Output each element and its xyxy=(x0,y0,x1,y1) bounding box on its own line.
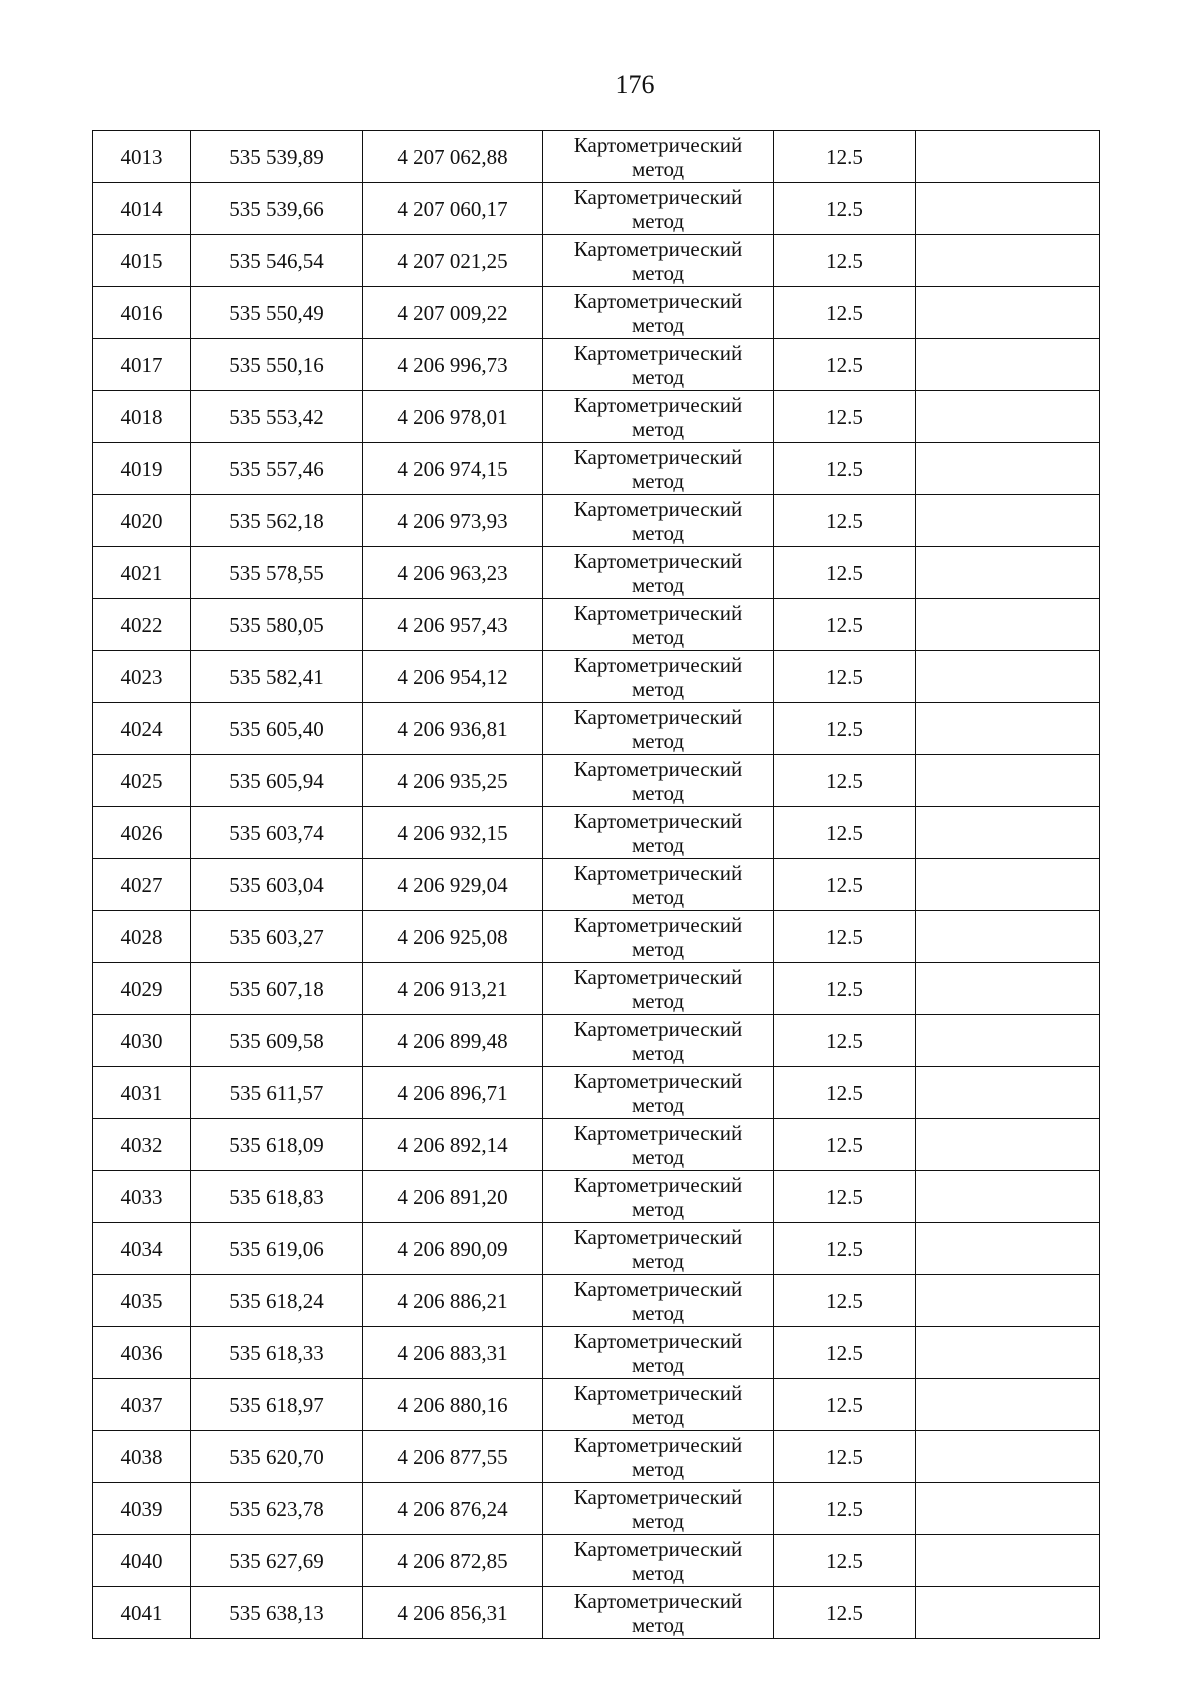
accuracy-cell: 12.5 xyxy=(774,1067,916,1119)
note-cell xyxy=(916,963,1100,1015)
x-coordinate-cell: 535 539,66 xyxy=(191,183,363,235)
method-line-1: Картометрический xyxy=(573,444,743,469)
x-coordinate-cell: 535 603,04 xyxy=(191,859,363,911)
y-coordinate-cell: 4 206 974,15 xyxy=(363,443,543,495)
note-cell xyxy=(916,1327,1100,1379)
method-line-1: Картометрический xyxy=(573,1120,743,1145)
x-coordinate-cell: 535 619,06 xyxy=(191,1223,363,1275)
method-cell xyxy=(543,287,774,339)
method-line-2: метод xyxy=(631,312,685,337)
method-line-1: Картометрический xyxy=(573,132,743,157)
method-line-2: метод xyxy=(631,208,685,233)
table-row xyxy=(93,755,1100,807)
point-number-cell: 4031 xyxy=(93,1067,191,1119)
note-cell xyxy=(916,1015,1100,1067)
method-cell xyxy=(543,1275,774,1327)
table-row xyxy=(93,1015,1100,1067)
method-cell xyxy=(543,1483,774,1535)
method-line-2: метод xyxy=(631,1300,685,1325)
method-line-2: метод xyxy=(631,1144,685,1169)
accuracy-cell: 12.5 xyxy=(774,963,916,1015)
x-coordinate-cell: 535 557,46 xyxy=(191,443,363,495)
method-line-2: метод xyxy=(631,156,685,181)
x-coordinate-cell: 535 578,55 xyxy=(191,547,363,599)
note-cell xyxy=(916,183,1100,235)
point-number-cell: 4022 xyxy=(93,599,191,651)
accuracy-cell: 12.5 xyxy=(774,1223,916,1275)
y-coordinate-cell: 4 206 973,93 xyxy=(363,495,543,547)
method-cell xyxy=(543,1327,774,1379)
method-cell xyxy=(543,1171,774,1223)
method-cell xyxy=(543,183,774,235)
accuracy-cell: 12.5 xyxy=(774,599,916,651)
method-line-1: Картометрический xyxy=(573,756,743,781)
y-coordinate-cell: 4 206 936,81 xyxy=(363,703,543,755)
y-coordinate-cell: 4 206 957,43 xyxy=(363,599,543,651)
point-number-cell: 4017 xyxy=(93,339,191,391)
x-coordinate-cell: 535 539,89 xyxy=(191,131,363,183)
method-line-1: Картометрический xyxy=(573,1380,743,1405)
y-coordinate-cell: 4 206 978,01 xyxy=(363,391,543,443)
method-cell xyxy=(543,1587,774,1639)
point-number-cell: 4026 xyxy=(93,807,191,859)
table-row xyxy=(93,339,1100,391)
method-cell xyxy=(543,963,774,1015)
method-line-2: метод xyxy=(631,1404,685,1429)
y-coordinate-cell: 4 206 996,73 xyxy=(363,339,543,391)
accuracy-cell: 12.5 xyxy=(774,1587,916,1639)
table-row xyxy=(93,807,1100,859)
method-line-2: метод xyxy=(631,260,685,285)
y-coordinate-cell: 4 206 929,04 xyxy=(363,859,543,911)
method-line-1: Картометрический xyxy=(573,1068,743,1093)
x-coordinate-cell: 535 618,33 xyxy=(191,1327,363,1379)
method-line-2: метод xyxy=(631,1352,685,1377)
point-number-cell: 4032 xyxy=(93,1119,191,1171)
y-coordinate-cell: 4 206 925,08 xyxy=(363,911,543,963)
table-row xyxy=(93,1067,1100,1119)
accuracy-cell: 12.5 xyxy=(774,1483,916,1535)
accuracy-cell: 12.5 xyxy=(774,1275,916,1327)
point-number-cell: 4038 xyxy=(93,1431,191,1483)
method-line-1: Картометрический xyxy=(573,288,743,313)
note-cell xyxy=(916,859,1100,911)
accuracy-cell: 12.5 xyxy=(774,443,916,495)
method-line-2: метод xyxy=(631,468,685,493)
y-coordinate-cell: 4 206 935,25 xyxy=(363,755,543,807)
method-cell xyxy=(543,339,774,391)
table-row xyxy=(93,911,1100,963)
y-coordinate-cell: 4 206 899,48 xyxy=(363,1015,543,1067)
accuracy-cell: 12.5 xyxy=(774,235,916,287)
method-cell xyxy=(543,859,774,911)
accuracy-cell: 12.5 xyxy=(774,1119,916,1171)
method-cell xyxy=(543,131,774,183)
point-number-cell: 4040 xyxy=(93,1535,191,1587)
point-number-cell: 4024 xyxy=(93,703,191,755)
method-line-1: Картометрический xyxy=(573,1328,743,1353)
method-line-2: метод xyxy=(631,884,685,909)
accuracy-cell: 12.5 xyxy=(774,183,916,235)
accuracy-cell: 12.5 xyxy=(774,339,916,391)
method-cell xyxy=(543,1067,774,1119)
note-cell xyxy=(916,443,1100,495)
method-cell xyxy=(543,547,774,599)
x-coordinate-cell: 535 605,40 xyxy=(191,703,363,755)
point-number-cell: 4016 xyxy=(93,287,191,339)
table-row xyxy=(93,963,1100,1015)
point-number-cell: 4037 xyxy=(93,1379,191,1431)
method-line-1: Картометрический xyxy=(573,860,743,885)
y-coordinate-cell: 4 206 877,55 xyxy=(363,1431,543,1483)
method-line-1: Картометрический xyxy=(573,1224,743,1249)
x-coordinate-cell: 535 611,57 xyxy=(191,1067,363,1119)
accuracy-cell: 12.5 xyxy=(774,703,916,755)
x-coordinate-cell: 535 605,94 xyxy=(191,755,363,807)
point-number-cell: 4025 xyxy=(93,755,191,807)
method-line-1: Картометрический xyxy=(573,808,743,833)
method-line-2: метод xyxy=(631,1508,685,1533)
y-coordinate-cell: 4 207 021,25 xyxy=(363,235,543,287)
method-line-2: метод xyxy=(631,676,685,701)
point-number-cell: 4021 xyxy=(93,547,191,599)
note-cell xyxy=(916,599,1100,651)
table-row xyxy=(93,235,1100,287)
table-row xyxy=(93,1587,1100,1639)
page-number: 176 xyxy=(615,70,655,99)
method-line-2: метод xyxy=(631,624,685,649)
method-cell xyxy=(543,703,774,755)
note-cell xyxy=(916,391,1100,443)
x-coordinate-cell: 535 618,83 xyxy=(191,1171,363,1223)
method-cell xyxy=(543,1015,774,1067)
note-cell xyxy=(916,339,1100,391)
method-cell xyxy=(543,807,774,859)
accuracy-cell: 12.5 xyxy=(774,807,916,859)
method-line-1: Картометрический xyxy=(573,1588,743,1613)
method-line-2: метод xyxy=(631,572,685,597)
x-coordinate-cell: 535 582,41 xyxy=(191,651,363,703)
table-row xyxy=(93,1379,1100,1431)
method-line-2: метод xyxy=(631,520,685,545)
accuracy-cell: 12.5 xyxy=(774,911,916,963)
point-number-cell: 4027 xyxy=(93,859,191,911)
method-line-1: Картометрический xyxy=(573,1432,743,1457)
accuracy-cell: 12.5 xyxy=(774,1015,916,1067)
y-coordinate-cell: 4 206 932,15 xyxy=(363,807,543,859)
method-line-2: метод xyxy=(631,936,685,961)
method-line-1: Картометрический xyxy=(573,652,743,677)
note-cell xyxy=(916,1223,1100,1275)
y-coordinate-cell: 4 207 062,88 xyxy=(363,131,543,183)
note-cell xyxy=(916,1067,1100,1119)
method-line-1: Картометрический xyxy=(573,912,743,937)
accuracy-cell: 12.5 xyxy=(774,1379,916,1431)
accuracy-cell: 12.5 xyxy=(774,651,916,703)
method-cell xyxy=(543,911,774,963)
point-number-cell: 4030 xyxy=(93,1015,191,1067)
coordinates-table-body xyxy=(93,131,1100,1639)
method-line-1: Картометрический xyxy=(573,1484,743,1509)
x-coordinate-cell: 535 580,05 xyxy=(191,599,363,651)
point-number-cell: 4015 xyxy=(93,235,191,287)
method-line-2: метод xyxy=(631,832,685,857)
note-cell xyxy=(916,1431,1100,1483)
method-cell xyxy=(543,755,774,807)
method-line-1: Картометрический xyxy=(573,600,743,625)
x-coordinate-cell: 535 618,24 xyxy=(191,1275,363,1327)
note-cell xyxy=(916,1119,1100,1171)
method-line-2: метод xyxy=(631,988,685,1013)
point-number-cell: 4035 xyxy=(93,1275,191,1327)
accuracy-cell: 12.5 xyxy=(774,1327,916,1379)
x-coordinate-cell: 535 627,69 xyxy=(191,1535,363,1587)
accuracy-cell: 12.5 xyxy=(774,391,916,443)
method-cell xyxy=(543,235,774,287)
y-coordinate-cell: 4 206 954,12 xyxy=(363,651,543,703)
method-line-1: Картометрический xyxy=(573,496,743,521)
point-number-cell: 4014 xyxy=(93,183,191,235)
method-cell xyxy=(543,391,774,443)
accuracy-cell: 12.5 xyxy=(774,495,916,547)
y-coordinate-cell: 4 206 890,09 xyxy=(363,1223,543,1275)
method-cell xyxy=(543,1535,774,1587)
note-cell xyxy=(916,235,1100,287)
table-row xyxy=(93,1275,1100,1327)
table-row xyxy=(93,651,1100,703)
method-line-2: метод xyxy=(631,728,685,753)
table-row xyxy=(93,599,1100,651)
method-line-2: метод xyxy=(631,1248,685,1273)
x-coordinate-cell: 535 638,13 xyxy=(191,1587,363,1639)
x-coordinate-cell: 535 603,74 xyxy=(191,807,363,859)
note-cell xyxy=(916,1171,1100,1223)
x-coordinate-cell: 535 546,54 xyxy=(191,235,363,287)
point-number-cell: 4041 xyxy=(93,1587,191,1639)
table-row xyxy=(93,1119,1100,1171)
accuracy-cell: 12.5 xyxy=(774,755,916,807)
table-row xyxy=(93,703,1100,755)
x-coordinate-cell: 535 609,58 xyxy=(191,1015,363,1067)
method-line-2: метод xyxy=(631,1560,685,1585)
method-cell xyxy=(543,651,774,703)
note-cell xyxy=(916,287,1100,339)
point-number-cell: 4019 xyxy=(93,443,191,495)
method-cell xyxy=(543,1223,774,1275)
point-number-cell: 4029 xyxy=(93,963,191,1015)
method-line-1: Картометрический xyxy=(573,1276,743,1301)
x-coordinate-cell: 535 618,09 xyxy=(191,1119,363,1171)
x-coordinate-cell: 535 618,97 xyxy=(191,1379,363,1431)
point-number-cell: 4018 xyxy=(93,391,191,443)
table-row xyxy=(93,495,1100,547)
method-line-1: Картометрический xyxy=(573,964,743,989)
x-coordinate-cell: 535 623,78 xyxy=(191,1483,363,1535)
y-coordinate-cell: 4 206 891,20 xyxy=(363,1171,543,1223)
method-line-2: метод xyxy=(631,364,685,389)
method-line-1: Картометрический xyxy=(573,340,743,365)
y-coordinate-cell: 4 206 883,31 xyxy=(363,1327,543,1379)
x-coordinate-cell: 535 562,18 xyxy=(191,495,363,547)
accuracy-cell: 12.5 xyxy=(774,131,916,183)
point-number-cell: 4034 xyxy=(93,1223,191,1275)
method-line-1: Картометрический xyxy=(573,392,743,417)
method-line-1: Картометрический xyxy=(573,1536,743,1561)
note-cell xyxy=(916,1535,1100,1587)
note-cell xyxy=(916,1587,1100,1639)
accuracy-cell: 12.5 xyxy=(774,547,916,599)
coordinates-table xyxy=(92,130,1100,1639)
note-cell xyxy=(916,755,1100,807)
method-cell xyxy=(543,1379,774,1431)
point-number-cell: 4020 xyxy=(93,495,191,547)
point-number-cell: 4036 xyxy=(93,1327,191,1379)
method-line-1: Картометрический xyxy=(573,1172,743,1197)
method-line-2: метод xyxy=(631,1612,685,1637)
table-row xyxy=(93,287,1100,339)
y-coordinate-cell: 4 206 856,31 xyxy=(363,1587,543,1639)
note-cell xyxy=(916,1275,1100,1327)
note-cell xyxy=(916,495,1100,547)
note-cell xyxy=(916,1483,1100,1535)
x-coordinate-cell: 535 603,27 xyxy=(191,911,363,963)
note-cell xyxy=(916,1379,1100,1431)
y-coordinate-cell: 4 206 872,85 xyxy=(363,1535,543,1587)
y-coordinate-cell: 4 207 009,22 xyxy=(363,287,543,339)
method-line-1: Картометрический xyxy=(573,236,743,261)
note-cell xyxy=(916,131,1100,183)
table-row xyxy=(93,443,1100,495)
note-cell xyxy=(916,911,1100,963)
table-row xyxy=(93,183,1100,235)
table-row xyxy=(93,1327,1100,1379)
method-line-2: метод xyxy=(631,1092,685,1117)
method-line-2: метод xyxy=(631,416,685,441)
method-line-2: метод xyxy=(631,1040,685,1065)
y-coordinate-cell: 4 206 892,14 xyxy=(363,1119,543,1171)
method-line-1: Картометрический xyxy=(573,704,743,729)
y-coordinate-cell: 4 206 880,16 xyxy=(363,1379,543,1431)
method-line-1: Картометрический xyxy=(573,1016,743,1041)
point-number-cell: 4039 xyxy=(93,1483,191,1535)
note-cell xyxy=(916,703,1100,755)
x-coordinate-cell: 535 607,18 xyxy=(191,963,363,1015)
table-row xyxy=(93,1223,1100,1275)
accuracy-cell: 12.5 xyxy=(774,287,916,339)
method-cell xyxy=(543,1119,774,1171)
method-cell xyxy=(543,495,774,547)
table-row xyxy=(93,1431,1100,1483)
table-row xyxy=(93,547,1100,599)
method-line-2: метод xyxy=(631,780,685,805)
note-cell xyxy=(916,807,1100,859)
y-coordinate-cell: 4 207 060,17 xyxy=(363,183,543,235)
table-row xyxy=(93,1535,1100,1587)
point-number-cell: 4013 xyxy=(93,131,191,183)
point-number-cell: 4028 xyxy=(93,911,191,963)
table-row xyxy=(93,859,1100,911)
method-line-1: Картометрический xyxy=(573,548,743,573)
method-line-1: Картометрический xyxy=(573,184,743,209)
y-coordinate-cell: 4 206 963,23 xyxy=(363,547,543,599)
note-cell xyxy=(916,547,1100,599)
accuracy-cell: 12.5 xyxy=(774,1431,916,1483)
table-row xyxy=(93,1483,1100,1535)
y-coordinate-cell: 4 206 913,21 xyxy=(363,963,543,1015)
method-cell xyxy=(543,443,774,495)
method-cell xyxy=(543,599,774,651)
point-number-cell: 4033 xyxy=(93,1171,191,1223)
table-row xyxy=(93,391,1100,443)
accuracy-cell: 12.5 xyxy=(774,859,916,911)
x-coordinate-cell: 535 550,49 xyxy=(191,287,363,339)
method-line-2: метод xyxy=(631,1456,685,1481)
x-coordinate-cell: 535 620,70 xyxy=(191,1431,363,1483)
x-coordinate-cell: 535 553,42 xyxy=(191,391,363,443)
method-line-2: метод xyxy=(631,1196,685,1221)
note-cell xyxy=(916,651,1100,703)
table-row xyxy=(93,1171,1100,1223)
table-row xyxy=(93,131,1100,183)
y-coordinate-cell: 4 206 896,71 xyxy=(363,1067,543,1119)
y-coordinate-cell: 4 206 876,24 xyxy=(363,1483,543,1535)
accuracy-cell: 12.5 xyxy=(774,1171,916,1223)
method-cell xyxy=(543,1431,774,1483)
point-number-cell: 4023 xyxy=(93,651,191,703)
y-coordinate-cell: 4 206 886,21 xyxy=(363,1275,543,1327)
x-coordinate-cell: 535 550,16 xyxy=(191,339,363,391)
accuracy-cell: 12.5 xyxy=(774,1535,916,1587)
